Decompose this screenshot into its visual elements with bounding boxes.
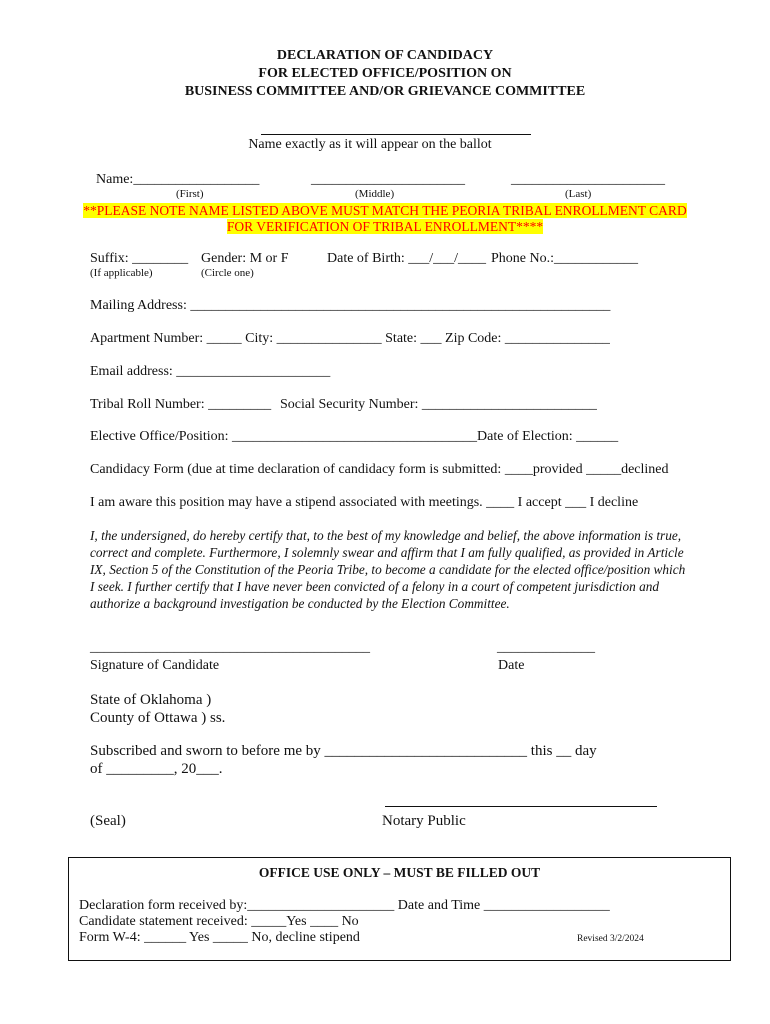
elective-office-field[interactable]: Elective Office/Position: ___________________________________Date of Election: ______: [90, 429, 619, 444]
mailing-address-field[interactable]: Mailing Address: ____________________________________________________________: [90, 298, 611, 313]
notice-text-1: **PLEASE NOTE NAME LISTED ABOVE MUST MATCH THE PEORIA TRIBAL ENROLLMENT CARD: [83, 203, 687, 218]
gender-note: (Circle one): [201, 267, 254, 279]
certification-paragraph: I, the undersigned, do hereby certify that, to the best of my knowledge and belief, the above information is true, correct and complete. Furthermore, I solemnly swear and affirm that I am fully qualified, as provided in Article IX, Section 5 of the Constitution of the Peoria Tribe, to become a candidate for the elected office/position which I seek. I further certify that I have never been convicted of a felony in a court of competent jurisdiction and authorize a background investigation be conducted by the Election Committee.: [90, 528, 686, 611]
office-use-box: [68, 857, 731, 961]
stipend-acknowledgement-field[interactable]: I am aware this position may have a stipend associated with meetings. ____ I accept ___ I decline: [90, 495, 639, 510]
ballot-name-line[interactable]: [261, 134, 531, 135]
sworn-statement-line-2[interactable]: of _________, 20___.: [90, 761, 223, 777]
name-last-field[interactable]: ______________________: [511, 172, 665, 187]
name-first-field[interactable]: Name:__________________: [96, 172, 260, 187]
declaration-received-field[interactable]: Declaration form received by:_____________________ Date and Time __________________: [79, 898, 610, 913]
notary-state: State of Oklahoma ): [90, 692, 212, 708]
signature-date-line[interactable]: ______________: [497, 640, 595, 655]
name-first-caption: (First): [176, 188, 204, 200]
candidacy-form-field[interactable]: Candidacy Form (due at time declaration of candidacy form is submitted: ____provided _____declined: [90, 462, 669, 477]
w4-form-field[interactable]: Form W-4: ______ Yes _____ No, decline stipend: [79, 930, 360, 945]
enrollment-notice-line-2: [0, 219, 770, 235]
name-middle-field[interactable]: ______________________: [311, 172, 465, 187]
notary-county: County of Ottawa ) ss.: [90, 710, 226, 726]
office-use-title: OFFICE USE ONLY – MUST BE FILLED OUT: [258, 865, 541, 880]
candidate-statement-field[interactable]: Candidate statement received: _____Yes ____ No: [79, 914, 359, 929]
gender-field[interactable]: Gender: M or F: [201, 251, 289, 266]
name-middle-caption: (Middle): [355, 188, 395, 200]
phone-field[interactable]: Phone No.:____________: [491, 251, 638, 266]
sworn-statement-line-1[interactable]: Subscribed and sworn to before me by ___________________________ this __ day: [90, 743, 597, 759]
suffix-field[interactable]: Suffix: ________: [90, 251, 189, 266]
revision-date: Revised 3/2/2024: [577, 934, 644, 944]
name-last-caption: (Last): [565, 188, 592, 200]
notice-text-2: FOR VERIFICATION OF TRIBAL ENROLLMENT****: [226, 219, 544, 234]
email-field[interactable]: Email address: ______________________: [90, 364, 331, 379]
date-label: Date: [498, 658, 525, 673]
social-security-field[interactable]: Social Security Number: _________________________: [280, 397, 597, 412]
tribal-roll-number-field[interactable]: Tribal Roll Number: _________: [90, 397, 272, 412]
form-title-line-3: BUSINESS COMMITTEE AND/OR GRIEVANCE COMMITTEE: [184, 84, 586, 99]
signature-label: Signature of Candidate: [90, 658, 220, 673]
apartment-city-state-zip-field[interactable]: Apartment Number: _____ City: _______________ State: ___ Zip Code: _______________: [90, 331, 610, 346]
form-title-line-1: DECLARATION OF CANDIDACY: [276, 48, 494, 63]
suffix-note: (If applicable): [90, 267, 153, 279]
form-title-line-2: FOR ELECTED OFFICE/POSITION ON: [258, 66, 512, 81]
enrollment-notice-line-1: [0, 203, 770, 219]
notary-signature-line[interactable]: [385, 806, 657, 807]
notary-public-label: Notary Public: [382, 813, 466, 829]
seal-label: (Seal): [90, 813, 126, 829]
ballot-caption: Name exactly as it will appear on the ballot: [248, 137, 492, 152]
signature-line[interactable]: ________________________________________: [90, 640, 370, 655]
date-of-birth-field[interactable]: Date of Birth: ___/___/____: [327, 251, 487, 266]
